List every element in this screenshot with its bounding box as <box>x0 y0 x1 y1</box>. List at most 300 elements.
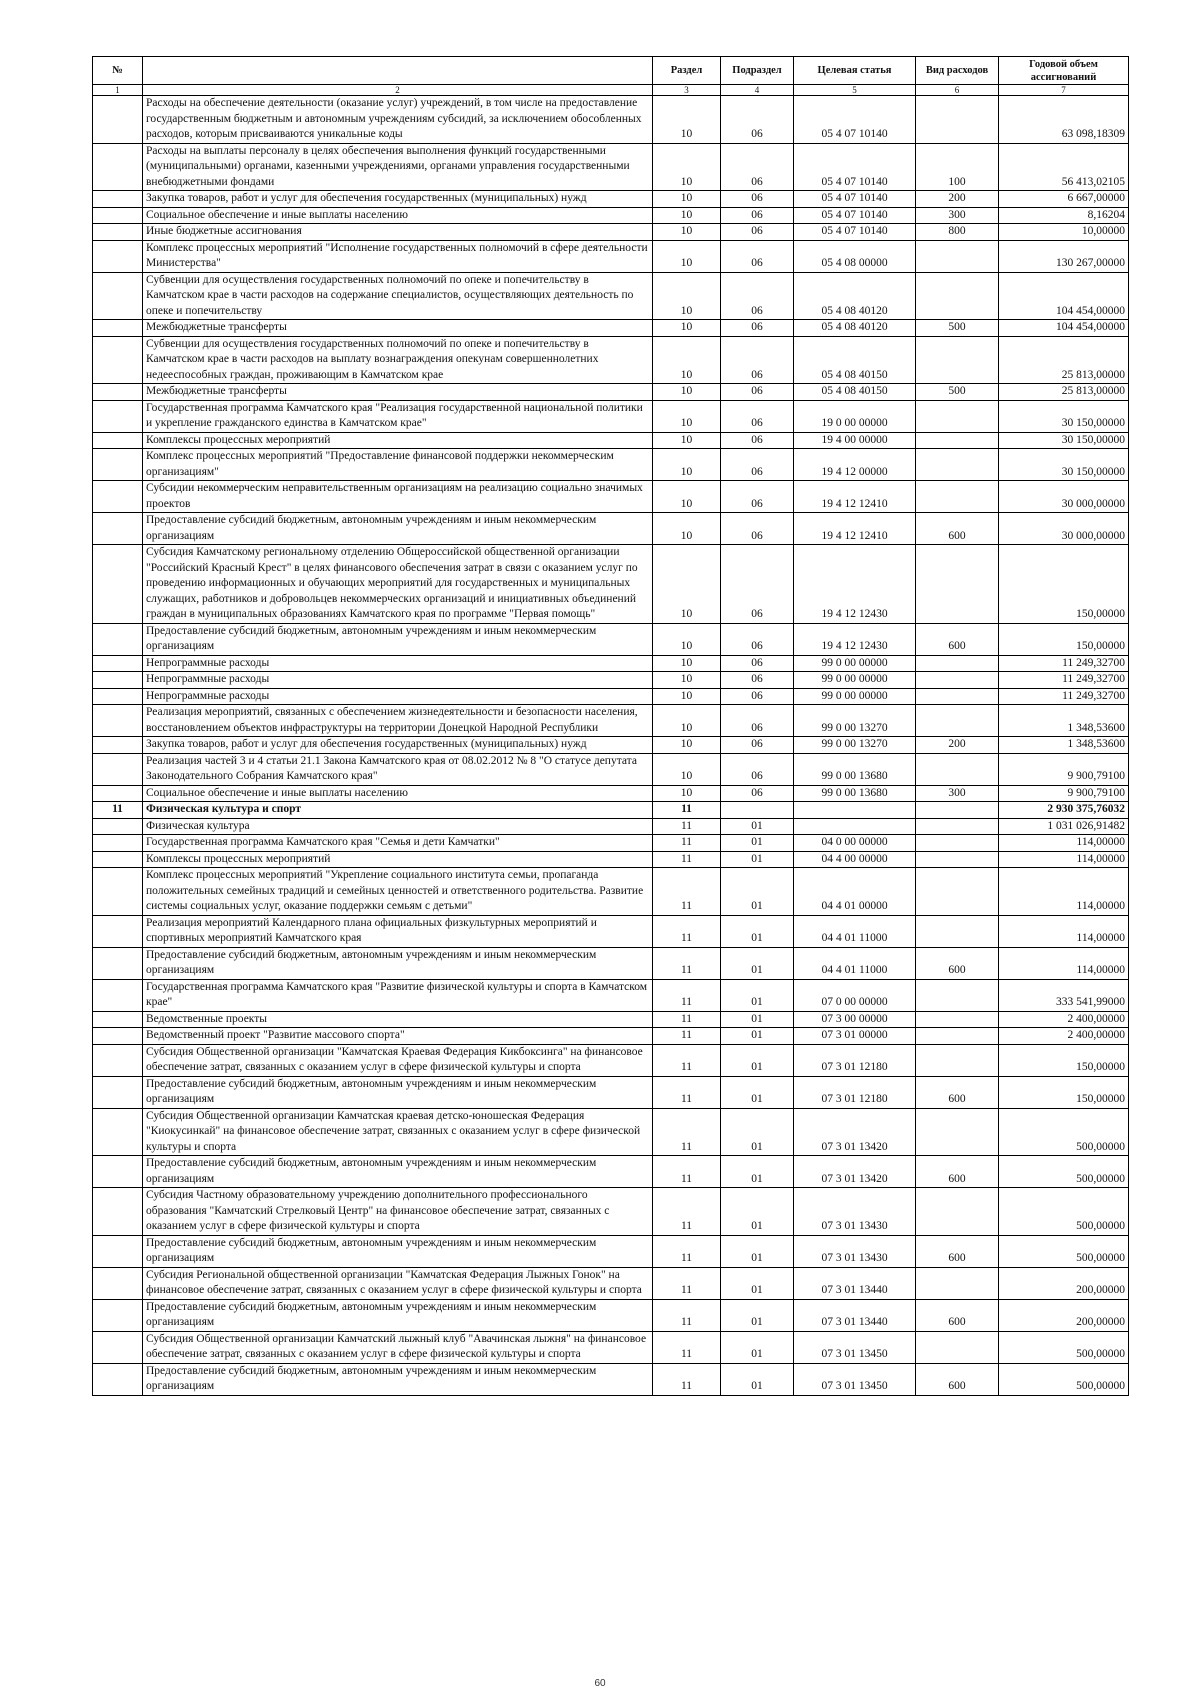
row-article: 07 3 01 13430 <box>794 1188 916 1236</box>
table-row <box>93 947 1129 979</box>
row-podrazdel: 01 <box>721 1076 794 1108</box>
row-name: Социальное обеспечение и иные выплаты населению <box>143 785 653 802</box>
column-index: 3 <box>653 85 721 96</box>
row-name: Комплексы процессных мероприятий <box>143 432 653 449</box>
row-amount: 56 413,02105 <box>999 143 1129 191</box>
row-vid: 500 <box>916 320 999 337</box>
row-vid <box>916 240 999 272</box>
row-name: Непрограммные расходы <box>143 655 653 672</box>
row-razdel: 10 <box>653 207 721 224</box>
row-number <box>93 240 143 272</box>
row-article: 05 4 08 40120 <box>794 272 916 320</box>
table-row <box>93 1267 1129 1299</box>
table-header <box>93 57 1129 96</box>
row-article: 05 4 07 10140 <box>794 207 916 224</box>
row-article: 99 0 00 13680 <box>794 753 916 785</box>
table-body <box>93 96 1129 1396</box>
row-name: Ведомственные проекты <box>143 1011 653 1028</box>
row-razdel: 11 <box>653 835 721 852</box>
table-row <box>93 818 1129 835</box>
row-podrazdel: 01 <box>721 1011 794 1028</box>
header-razdel: Раздел <box>653 57 721 85</box>
row-podrazdel: 01 <box>721 868 794 916</box>
table-row <box>93 1156 1129 1188</box>
row-razdel: 10 <box>653 320 721 337</box>
row-name: Государственная программа Камчатского края "Семья и дети Камчатки" <box>143 835 653 852</box>
row-razdel: 10 <box>653 688 721 705</box>
table-row <box>93 868 1129 916</box>
row-number <box>93 851 143 868</box>
row-podrazdel: 06 <box>721 753 794 785</box>
row-amount: 9 900,79100 <box>999 753 1129 785</box>
row-number <box>93 947 143 979</box>
table-row <box>93 1044 1129 1076</box>
row-article: 07 3 01 13420 <box>794 1156 916 1188</box>
row-name: Государственная программа Камчатского края "Реализация государственной национальной политики и укрепление гражданского единства в Камчатском крае" <box>143 400 653 432</box>
table-row <box>93 1235 1129 1267</box>
row-amount: 114,00000 <box>999 915 1129 947</box>
row-number <box>93 868 143 916</box>
row-podrazdel: 06 <box>721 384 794 401</box>
row-name: Субсидия Общественной организации Камчатская краевая детско-юношеская Федерация "Киокусинкай" на финансовое обеспечение затрат, связанных с оказанием услуг в сфере физической культуры и спорта <box>143 1108 653 1156</box>
row-article: 07 3 01 12180 <box>794 1044 916 1076</box>
row-vid: 600 <box>916 1235 999 1267</box>
row-vid: 500 <box>916 384 999 401</box>
column-index: 6 <box>916 85 999 96</box>
table-row <box>93 207 1129 224</box>
row-vid: 100 <box>916 143 999 191</box>
row-name: Субсидии некоммерческим неправительственным организациям на реализацию социально значимых проектов <box>143 481 653 513</box>
row-razdel: 10 <box>653 143 721 191</box>
row-name: Ведомственный проект "Развитие массового спорта" <box>143 1028 653 1045</box>
row-name: Расходы на выплаты персоналу в целях обеспечения выполнения функций государственными (муниципальными) органами, казенными учреждениями, органами управления государственными внебюджетными фондами <box>143 143 653 191</box>
row-amount: 500,00000 <box>999 1188 1129 1236</box>
column-index: 5 <box>794 85 916 96</box>
row-number <box>93 432 143 449</box>
row-amount: 1 348,53600 <box>999 705 1129 737</box>
row-number <box>93 1076 143 1108</box>
row-podrazdel: 06 <box>721 513 794 545</box>
row-name: Предоставление субсидий бюджетным, автономным учреждениям и иным некоммерческим организациям <box>143 513 653 545</box>
column-index: 7 <box>999 85 1129 96</box>
row-number <box>93 1108 143 1156</box>
row-number <box>93 1299 143 1331</box>
row-vid <box>916 835 999 852</box>
row-podrazdel: 01 <box>721 1299 794 1331</box>
row-razdel: 10 <box>653 432 721 449</box>
row-razdel: 10 <box>653 240 721 272</box>
table-row <box>93 1331 1129 1363</box>
row-article: 99 0 00 00000 <box>794 655 916 672</box>
row-podrazdel: 01 <box>721 1156 794 1188</box>
row-number <box>93 835 143 852</box>
row-podrazdel: 01 <box>721 1108 794 1156</box>
table-row <box>93 753 1129 785</box>
row-vid: 600 <box>916 1076 999 1108</box>
row-amount: 114,00000 <box>999 851 1129 868</box>
row-number: 11 <box>93 802 143 819</box>
row-name: Субсидия Общественной организации "Камчатская Краевая Федерация Кикбоксинга" на финансовое обеспечение затрат, связанных с оказанием услуг в сфере физической культуры и спорта <box>143 1044 653 1076</box>
row-article: 05 4 07 10140 <box>794 143 916 191</box>
row-vid <box>916 336 999 384</box>
row-podrazdel: 06 <box>721 320 794 337</box>
row-name: Социальное обеспечение и иные выплаты населению <box>143 207 653 224</box>
row-article <box>794 802 916 819</box>
row-name: Предоставление субсидий бюджетным, автономным учреждениям и иным некоммерческим организациям <box>143 947 653 979</box>
row-name: Комплексы процессных мероприятий <box>143 851 653 868</box>
row-number <box>93 672 143 689</box>
row-podrazdel: 01 <box>721 1188 794 1236</box>
row-razdel: 10 <box>653 705 721 737</box>
row-razdel: 10 <box>653 513 721 545</box>
row-article: 19 4 12 12410 <box>794 481 916 513</box>
row-article: 99 0 00 00000 <box>794 688 916 705</box>
row-podrazdel: 06 <box>721 191 794 208</box>
row-number <box>93 224 143 241</box>
row-name: Субвенции для осуществления государственных полномочий по опеке и попечительству в Камчатском крае в части расходов на выплату вознаграждения опекунам совершеннолетних недееспособных граждан, проживающим в Камчатском крае <box>143 336 653 384</box>
table-row <box>93 191 1129 208</box>
row-number <box>93 705 143 737</box>
row-vid <box>916 705 999 737</box>
row-article: 07 3 01 13440 <box>794 1299 916 1331</box>
row-number <box>93 545 143 624</box>
row-number <box>93 1363 143 1395</box>
row-article: 04 4 01 11000 <box>794 915 916 947</box>
row-article: 05 4 07 10140 <box>794 96 916 144</box>
row-podrazdel: 01 <box>721 979 794 1011</box>
row-name: Реализация частей 3 и 4 статьи 21.1 Закона Камчатского края от 08.02.2012 № 8 "О статусе депутата Законодательного Собрания Камчатского края" <box>143 753 653 785</box>
table-row <box>93 1076 1129 1108</box>
table-row <box>93 1108 1129 1156</box>
row-number <box>93 513 143 545</box>
table-row <box>93 481 1129 513</box>
row-article: 07 3 01 13420 <box>794 1108 916 1156</box>
row-razdel: 10 <box>653 272 721 320</box>
row-number <box>93 320 143 337</box>
row-name: Субсидия Общественной организации Камчатский лыжный клуб "Авачинская лыжня" на финансовое обеспечение затрат, связанных с оказанием услуг в сфере физической культуры и спорта <box>143 1331 653 1363</box>
row-number <box>93 143 143 191</box>
row-podrazdel: 01 <box>721 851 794 868</box>
row-number <box>93 272 143 320</box>
table-row <box>93 143 1129 191</box>
row-name: Комплекс процессных мероприятий "Исполнение государственных полномочий в сфере деятельности Министерства" <box>143 240 653 272</box>
row-number <box>93 915 143 947</box>
row-vid <box>916 545 999 624</box>
row-number <box>93 481 143 513</box>
table-row <box>93 655 1129 672</box>
row-razdel: 11 <box>653 851 721 868</box>
row-razdel: 10 <box>653 191 721 208</box>
row-name: Комплекс процессных мероприятий "Укрепление социального института семьи, пропаганда положительных семейных традиций и семейных ценностей и ответственного родительства. Развитие системы социальных услуг, оказание поддержки семьям с детьми" <box>143 868 653 916</box>
table-row <box>93 432 1129 449</box>
row-number <box>93 449 143 481</box>
row-podrazdel: 06 <box>721 207 794 224</box>
row-vid <box>916 1267 999 1299</box>
row-name: Предоставление субсидий бюджетным, автономным учреждениям и иным некоммерческим организациям <box>143 1235 653 1267</box>
row-article: 05 4 07 10140 <box>794 224 916 241</box>
row-podrazdel: 01 <box>721 1235 794 1267</box>
row-razdel: 10 <box>653 224 721 241</box>
table-row <box>93 513 1129 545</box>
row-razdel: 11 <box>653 1108 721 1156</box>
row-vid <box>916 802 999 819</box>
row-article: 07 3 00 00000 <box>794 1011 916 1028</box>
row-amount: 11 249,32700 <box>999 688 1129 705</box>
row-vid <box>916 1188 999 1236</box>
row-podrazdel: 06 <box>721 672 794 689</box>
row-podrazdel: 06 <box>721 545 794 624</box>
column-index: 2 <box>143 85 653 96</box>
row-amount: 150,00000 <box>999 545 1129 624</box>
row-name: Закупка товаров, работ и услуг для обеспечения государственных (муниципальных) нужд <box>143 191 653 208</box>
row-amount: 2 400,00000 <box>999 1011 1129 1028</box>
row-amount: 2 930 375,76032 <box>999 802 1129 819</box>
row-number <box>93 207 143 224</box>
row-name: Реализация мероприятий, связанных с обеспечением жизнедеятельности и безопасности населения, восстановлением объектов инфраструктуры на территории Донецкой Народной Республики <box>143 705 653 737</box>
row-number <box>93 191 143 208</box>
row-amount: 150,00000 <box>999 1044 1129 1076</box>
budget-sheet <box>92 56 1128 1396</box>
row-amount: 500,00000 <box>999 1156 1129 1188</box>
row-name: Предоставление субсидий бюджетным, автономным учреждениям и иным некоммерческим организациям <box>143 1363 653 1395</box>
row-article: 05 4 08 40150 <box>794 336 916 384</box>
row-number <box>93 384 143 401</box>
row-vid <box>916 753 999 785</box>
row-article: 99 0 00 13680 <box>794 785 916 802</box>
row-article: 07 3 01 00000 <box>794 1028 916 1045</box>
row-number <box>93 785 143 802</box>
column-index-row <box>93 85 1129 96</box>
row-amount: 8,16204 <box>999 207 1129 224</box>
row-amount: 2 400,00000 <box>999 1028 1129 1045</box>
row-name: Субсидия Камчатскому региональному отделению Общероссийской общественной организации "Российский Красный Крест" в целях финансового обеспечения затрат в связи с оказанием услуг по проведению информационных и обучающих мероприятий для государственных и муниципальных служащих, работников и добровольцев некоммерческих организаций и инициативных объединений граждан в муниципальных образованиях Камчатского края по программе "Первая помощь" <box>143 545 653 624</box>
row-number <box>93 979 143 1011</box>
table-row <box>93 224 1129 241</box>
row-razdel: 10 <box>653 400 721 432</box>
row-vid: 600 <box>916 1156 999 1188</box>
row-name: Иные бюджетные ассигнования <box>143 224 653 241</box>
row-podrazdel: 01 <box>721 1028 794 1045</box>
row-article: 19 4 12 12430 <box>794 545 916 624</box>
row-amount: 1 031 026,91482 <box>999 818 1129 835</box>
row-razdel: 10 <box>653 655 721 672</box>
row-article: 19 4 12 12430 <box>794 623 916 655</box>
row-razdel: 10 <box>653 737 721 754</box>
row-podrazdel <box>721 802 794 819</box>
row-number <box>93 1188 143 1236</box>
row-vid <box>916 481 999 513</box>
row-podrazdel: 01 <box>721 947 794 979</box>
row-name: Непрограммные расходы <box>143 688 653 705</box>
row-amount: 30 000,00000 <box>999 481 1129 513</box>
table-row <box>93 851 1129 868</box>
row-amount: 104 454,00000 <box>999 320 1129 337</box>
row-podrazdel: 06 <box>721 705 794 737</box>
table-row <box>93 979 1129 1011</box>
row-podrazdel: 06 <box>721 655 794 672</box>
row-article: 05 4 08 40120 <box>794 320 916 337</box>
row-razdel: 11 <box>653 1156 721 1188</box>
row-vid: 600 <box>916 1363 999 1395</box>
row-article: 07 0 00 00000 <box>794 979 916 1011</box>
row-article: 19 0 00 00000 <box>794 400 916 432</box>
row-number <box>93 1044 143 1076</box>
header-podrazdel: Подраздел <box>721 57 794 85</box>
row-article: 07 3 01 12180 <box>794 1076 916 1108</box>
row-vid: 300 <box>916 785 999 802</box>
row-amount: 114,00000 <box>999 868 1129 916</box>
row-name: Комплекс процессных мероприятий "Предоставление финансовой поддержки некоммерческим организациям" <box>143 449 653 481</box>
row-article: 04 0 00 00000 <box>794 835 916 852</box>
row-article: 05 4 07 10140 <box>794 191 916 208</box>
table-row <box>93 96 1129 144</box>
row-podrazdel: 06 <box>721 449 794 481</box>
row-vid: 300 <box>916 207 999 224</box>
row-vid <box>916 979 999 1011</box>
row-razdel: 11 <box>653 1076 721 1108</box>
row-vid: 600 <box>916 1299 999 1331</box>
row-podrazdel: 01 <box>721 1331 794 1363</box>
table-row <box>93 1299 1129 1331</box>
row-name: Предоставление субсидий бюджетным, автономным учреждениям и иным некоммерческим организациям <box>143 1076 653 1108</box>
row-number <box>93 1267 143 1299</box>
row-number <box>93 737 143 754</box>
table-row <box>93 320 1129 337</box>
row-podrazdel: 06 <box>721 272 794 320</box>
table-row <box>93 835 1129 852</box>
row-razdel: 11 <box>653 1299 721 1331</box>
row-amount: 1 348,53600 <box>999 737 1129 754</box>
row-article: 04 4 01 00000 <box>794 868 916 916</box>
row-article: 07 3 01 13430 <box>794 1235 916 1267</box>
row-number <box>93 96 143 144</box>
header-amount: Годовой объем ассигнований <box>999 57 1129 85</box>
row-razdel: 11 <box>653 1044 721 1076</box>
column-index: 4 <box>721 85 794 96</box>
header-num: № <box>93 57 143 85</box>
row-podrazdel: 01 <box>721 835 794 852</box>
table-row <box>93 545 1129 624</box>
row-razdel: 11 <box>653 802 721 819</box>
row-podrazdel: 06 <box>721 336 794 384</box>
row-article: 99 0 00 00000 <box>794 672 916 689</box>
row-razdel: 11 <box>653 1331 721 1363</box>
table-row <box>93 737 1129 754</box>
row-amount: 30 150,00000 <box>999 400 1129 432</box>
header-vid: Вид расходов <box>916 57 999 85</box>
row-vid <box>916 688 999 705</box>
row-amount: 200,00000 <box>999 1299 1129 1331</box>
table-row <box>93 449 1129 481</box>
row-amount: 10,00000 <box>999 224 1129 241</box>
row-podrazdel: 06 <box>721 143 794 191</box>
row-article: 99 0 00 13270 <box>794 737 916 754</box>
row-razdel: 11 <box>653 947 721 979</box>
row-name: Субвенции для осуществления государственных полномочий по опеке и попечительству в Камчатском крае в части расходов на содержание специалистов, осуществляющих деятельность по опеке и попечительству <box>143 272 653 320</box>
row-vid: 600 <box>916 623 999 655</box>
row-vid <box>916 672 999 689</box>
row-article: 19 4 12 12410 <box>794 513 916 545</box>
budget-table <box>92 56 1129 1396</box>
row-number <box>93 753 143 785</box>
row-razdel: 10 <box>653 545 721 624</box>
header-article: Целевая статья <box>794 57 916 85</box>
row-amount: 500,00000 <box>999 1331 1129 1363</box>
row-podrazdel: 01 <box>721 915 794 947</box>
row-podrazdel: 06 <box>721 240 794 272</box>
row-article: 07 3 01 13450 <box>794 1363 916 1395</box>
row-amount: 130 267,00000 <box>999 240 1129 272</box>
row-name: Субсидия Региональной общественной организации "Камчатская Федерация Лыжных Гонок" на финансовое обеспечение затрат, связанных с оказанием услуг в сфере физической культуры и спорта <box>143 1267 653 1299</box>
row-amount: 63 098,18309 <box>999 96 1129 144</box>
row-article: 05 4 08 00000 <box>794 240 916 272</box>
table-row <box>93 1028 1129 1045</box>
table-row <box>93 240 1129 272</box>
row-amount: 25 813,00000 <box>999 336 1129 384</box>
row-vid <box>916 818 999 835</box>
row-name: Непрограммные расходы <box>143 672 653 689</box>
row-number <box>93 336 143 384</box>
row-podrazdel: 06 <box>721 481 794 513</box>
header-name <box>143 57 653 85</box>
row-podrazdel: 01 <box>721 1267 794 1299</box>
row-vid <box>916 1108 999 1156</box>
row-amount: 11 249,32700 <box>999 672 1129 689</box>
table-row <box>93 672 1129 689</box>
row-amount: 11 249,32700 <box>999 655 1129 672</box>
row-podrazdel: 06 <box>721 785 794 802</box>
row-podrazdel: 01 <box>721 1363 794 1395</box>
row-number <box>93 655 143 672</box>
row-razdel: 11 <box>653 1188 721 1236</box>
row-razdel: 10 <box>653 753 721 785</box>
row-amount: 104 454,00000 <box>999 272 1129 320</box>
row-vid <box>916 272 999 320</box>
row-name: Государственная программа Камчатского края "Развитие физической культуры и спорта в Камчатском крае" <box>143 979 653 1011</box>
row-amount: 114,00000 <box>999 835 1129 852</box>
row-name: Физическая культура и спорт <box>143 802 653 819</box>
row-vid <box>916 400 999 432</box>
row-razdel: 10 <box>653 384 721 401</box>
row-podrazdel: 06 <box>721 623 794 655</box>
row-razdel: 10 <box>653 336 721 384</box>
row-razdel: 10 <box>653 96 721 144</box>
row-vid: 200 <box>916 191 999 208</box>
row-number <box>93 1028 143 1045</box>
row-name: Предоставление субсидий бюджетным, автономным учреждениям и иным некоммерческим организациям <box>143 623 653 655</box>
row-podrazdel: 06 <box>721 224 794 241</box>
table-row <box>93 785 1129 802</box>
row-podrazdel: 01 <box>721 1044 794 1076</box>
table-row <box>93 1188 1129 1236</box>
row-podrazdel: 06 <box>721 432 794 449</box>
row-amount: 500,00000 <box>999 1363 1129 1395</box>
row-article <box>794 818 916 835</box>
row-razdel: 11 <box>653 868 721 916</box>
row-amount: 30 150,00000 <box>999 432 1129 449</box>
row-number <box>93 400 143 432</box>
row-podrazdel: 06 <box>721 96 794 144</box>
row-amount: 25 813,00000 <box>999 384 1129 401</box>
row-razdel: 10 <box>653 623 721 655</box>
row-razdel: 11 <box>653 1235 721 1267</box>
table-row <box>93 623 1129 655</box>
row-article: 07 3 01 13450 <box>794 1331 916 1363</box>
row-razdel: 10 <box>653 672 721 689</box>
row-vid <box>916 1331 999 1363</box>
row-name: Предоставление субсидий бюджетным, автономным учреждениям и иным некоммерческим организациям <box>143 1299 653 1331</box>
row-article: 07 3 01 13440 <box>794 1267 916 1299</box>
